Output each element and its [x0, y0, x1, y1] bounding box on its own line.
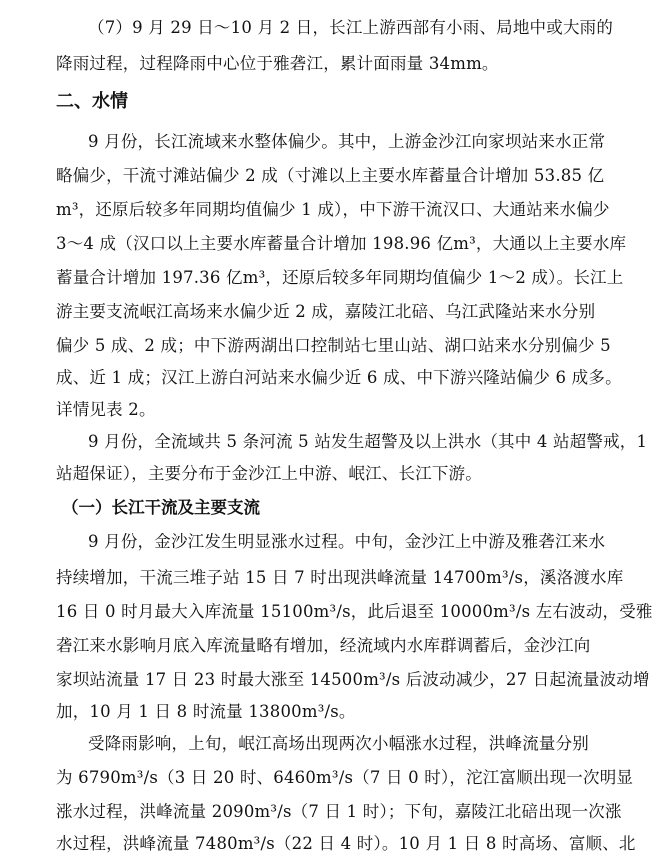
- text-line: 持续增加，干流三堆子站 15 日 7 时出现洪峰流量 14700m³/s，溪洛渡水库: [56, 568, 624, 587]
- text-line: （7）9 月 29 日～10 月 2 日，长江上游西部有小雨、局地中或大雨的: [88, 18, 614, 37]
- text-line: 9 月份，全流域共 5 条河流 5 站发生超警及以上洪水（其中 4 站超警戒，1: [88, 432, 648, 451]
- text-line: 降雨过程，过程降雨中心位于雅砻江，累计面雨量 34mm。: [56, 54, 499, 73]
- text-line: 涨水过程，洪峰流量 2090m³/s（7 日 1 时）；下旬，嘉陵江北碚出现一次涨: [56, 802, 622, 821]
- text-line: 9 月份，金沙江发生明显涨水过程。中旬，金沙江上中游及雅砻江来水: [88, 532, 606, 551]
- text-line: 游主要支流岷江高场来水偏少近 2 成，嘉陵江北碚、乌江武隆站来水分别: [56, 302, 596, 321]
- text-line: 略偏少，干流寸滩站偏少 2 成（寸滩以上主要水库蓄量合计增加 53.85 亿: [56, 166, 605, 185]
- text-line: 加，10 月 1 日 8 时流量 13800m³/s。: [56, 702, 356, 721]
- text-line: 偏少 5 成、2 成；中下游两湖出口控制站七里山站、湖口站来水分别偏少 5: [56, 336, 611, 355]
- text-line: 蓄量合计增加 197.36 亿m³，还原后较多年同期均值偏少 1～2 成）。长江上: [56, 268, 624, 287]
- text-line: 9 月份，长江流域来水整体偏少。其中，上游金沙江向家坝站来水正常: [88, 132, 606, 151]
- text-line: 3～4 成（汉口以上主要水库蓄量合计增加 198.96 亿m³，大通以上主要水库: [56, 234, 627, 253]
- text-line: 站超保证），主要分布于金沙江上中游、岷江、长江下游。: [56, 464, 482, 483]
- text-line: 16 日 0 时月最大入库流量 15100m³/s，此后退至 10000m³/s 左右波动，受雅: [56, 602, 653, 621]
- subsection-heading: （一）长江干流及主要支流: [62, 498, 260, 517]
- text-line: m³，还原后较多年同期均值偏少 1 成），中下游干流汉口、大通站来水偏少: [56, 200, 610, 219]
- text-line: 成、近 1 成；汉江上游白河站来水偏少近 6 成、中下游兴隆站偏少 6 成多。: [56, 368, 622, 387]
- text-line: 受降雨影响，上旬，岷江高场出现两次小幅涨水过程，洪峰流量分别: [88, 734, 589, 753]
- text-line: 水过程，洪峰流量 7480m³/s（22 日 4 时）。10 月 1 日 8 时高场、富顺、北: [56, 834, 636, 853]
- text-line: 家坝站流量 17 日 23 时最大涨至 14500m³/s 后波动减少，27 日起流量波动增: [56, 670, 650, 689]
- text-line: 砻江来水影响月底入库流量略有增加，经流域内水库群调蓄后，金沙江向: [56, 636, 591, 655]
- text-line: 详情见表 2。: [56, 400, 156, 419]
- text-line: 为 6790m³/s（3 日 20 时、6460m³/s（7 日 0 时），沱江富顺出现一次明显: [56, 768, 634, 787]
- section-heading: 二、水情: [56, 91, 128, 112]
